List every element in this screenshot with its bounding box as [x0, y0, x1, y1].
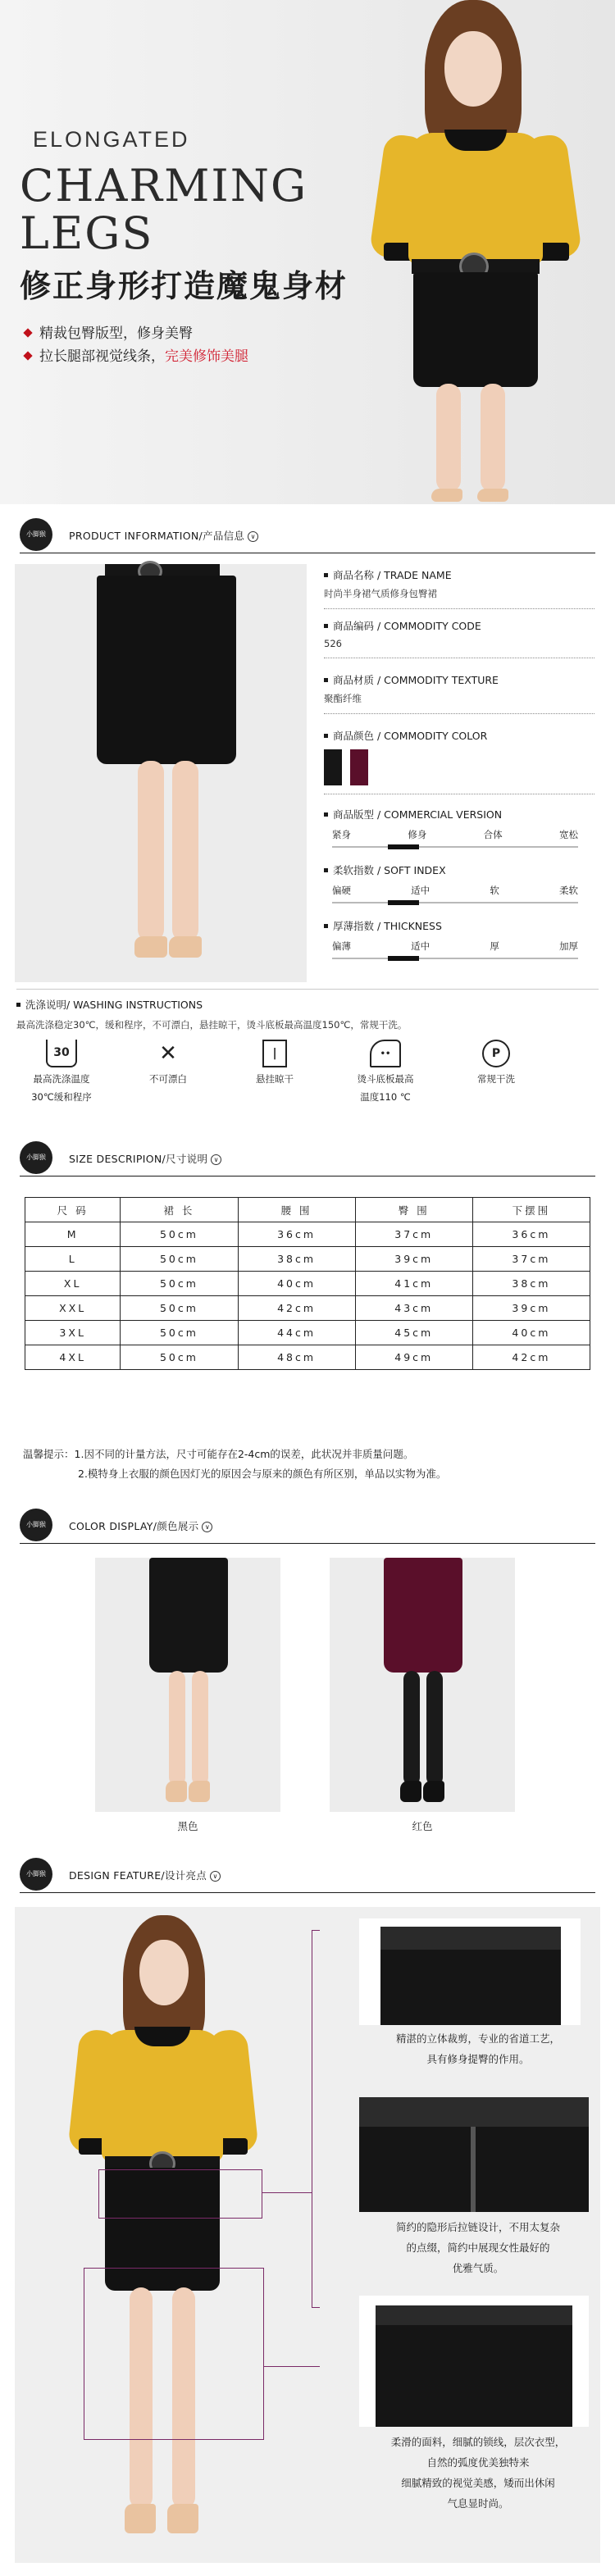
hero-bullet-1 [25, 321, 193, 342]
divider [20, 1892, 595, 1893]
wash-temperature [16, 1040, 107, 1104]
commodity-texture-value: 聚酯纤维 [324, 693, 362, 704]
brand-badge-icon: 小脚猴 [20, 1858, 52, 1891]
detail-image-zipper [359, 2097, 589, 2212]
table-cell: 39cm [355, 1247, 472, 1272]
table-cell: 50cm [121, 1247, 238, 1272]
skirt-model-image [15, 564, 307, 982]
brand-badge-icon: 小脚猴 [20, 1509, 52, 1541]
wash-label: 温度110 ℃ [360, 1091, 411, 1103]
column-header: 裙 长 [121, 1198, 238, 1222]
color-swatch-red[interactable] [350, 749, 368, 785]
scale-indicator [388, 844, 419, 849]
scale-option-selected: 修身 [408, 829, 427, 840]
trade-name-value: 时尚半身裙气质修身包臀裙 [324, 588, 437, 599]
section-header-size [0, 1141, 615, 1174]
wash-label: 烫斗底板最高 [357, 1073, 414, 1085]
caption-line: 柔滑的面料，细腻的锁线，层次衣型， [390, 2436, 566, 2448]
brand-badge-icon: 小脚猴 [20, 518, 52, 551]
hero-model-image [361, 0, 607, 504]
commodity-code-value: 526 [324, 638, 342, 649]
detail-caption-3 [359, 2432, 597, 2514]
washing-icon-row [16, 1040, 541, 1104]
section-title-text: DESIGN FEATURE/设计亮点 [69, 1869, 207, 1882]
table-row [25, 1222, 590, 1247]
commodity-code-label: 商品编码 / COMMODITY CODE [324, 618, 594, 633]
table-cell: 38cm [238, 1247, 355, 1272]
dry-clean [451, 1040, 541, 1104]
table-cell: 44cm [238, 1321, 355, 1345]
callout-connector [312, 2307, 320, 2308]
washtub-icon [46, 1040, 77, 1067]
hero-chinese-title: 修正身形打造魔鬼身材 [20, 268, 348, 304]
scale-option: 合体 [483, 829, 503, 840]
scale-bar [332, 846, 578, 848]
caption-line: 精湛的立体裁剪，专业的省道工艺， [395, 2032, 560, 2045]
section-header-design [0, 1858, 615, 1891]
dotted-divider [324, 608, 594, 609]
scale-option-selected: 适中 [411, 885, 430, 896]
wash-label: 最高洗涤温度 [33, 1073, 90, 1085]
section-title-text: COLOR DISPLAY/颜色展示 [69, 1520, 199, 1532]
soft-scale [332, 884, 578, 903]
table-cell: 50cm [121, 1345, 238, 1370]
hero-bullet-1-text: 精裁包臀版型，修身美臀 [39, 325, 193, 342]
hang-dry-icon [262, 1040, 287, 1067]
table-cell: 36cm [472, 1222, 590, 1247]
info-commodity-code [324, 618, 594, 658]
divider [16, 989, 599, 990]
section-title [69, 1518, 212, 1533]
color-photo-red[interactable] [330, 1558, 515, 1812]
caption-line: 简约的隐形后拉链设计，不用太复杂 [395, 2221, 560, 2233]
hero-bullet-2 [25, 344, 248, 365]
table-cell: 42cm [472, 1345, 590, 1370]
skirt-image-red [330, 1558, 515, 1812]
design-feature-panel [15, 1907, 600, 2563]
thickness-scale [332, 940, 578, 959]
caption-line: 气息显时尚。 [447, 2497, 509, 2510]
scale-option: 偏硬 [332, 885, 351, 896]
diamond-bullet-icon [23, 351, 32, 360]
chevron-down-icon: ∨ [211, 1154, 221, 1165]
hang-dry [230, 1040, 320, 1104]
column-header: 腰 围 [238, 1198, 355, 1222]
square-bullet-icon [16, 1003, 20, 1007]
commodity-texture-label: 商品材质 / COMMODITY TEXTURE [324, 672, 594, 687]
column-header: 尺 码 [25, 1198, 121, 1222]
brand-badge-icon: 小脚猴 [20, 1141, 52, 1174]
dry-clean-icon [482, 1040, 510, 1067]
caption-line: 细腻精致的视觉美感，矮而出休闲 [401, 2477, 555, 2489]
wash-label: 不可漂白 [149, 1073, 187, 1085]
hero-eyebrow: ELONGATED [33, 127, 190, 152]
table-cell: 43cm [355, 1296, 472, 1321]
table-cell: 49cm [355, 1345, 472, 1370]
washing-title [16, 997, 203, 1012]
washtub-icon-label: 30 [53, 1046, 70, 1059]
table-cell: 40cm [238, 1272, 355, 1296]
table-row [25, 1247, 590, 1272]
hero-title-line2: LEGS [20, 207, 154, 259]
washing-title-text: 洗涤说明/ WASHING INSTRUCTIONS [25, 999, 203, 1011]
wash-label: 30℃缓和程序 [31, 1091, 92, 1103]
section-title-text: PRODUCT INFORMATION/产品信息 [69, 530, 245, 542]
section-header-product-info [0, 518, 615, 551]
table-cell: 40cm [472, 1321, 590, 1345]
table-row [25, 1345, 590, 1370]
section-header-color [0, 1509, 615, 1541]
dotted-divider [324, 713, 594, 714]
dry-clean-icon-label: P [491, 1047, 501, 1060]
table-cell: M [25, 1222, 121, 1247]
table-cell: 41cm [355, 1272, 472, 1296]
table-cell: 36cm [238, 1222, 355, 1247]
scale-option: 加厚 [558, 940, 578, 952]
info-commodity-texture [324, 672, 594, 714]
table-cell: 50cm [121, 1296, 238, 1321]
hang-dry-icon-label: | [272, 1047, 277, 1060]
trade-name-label: 商品名称 / TRADE NAME [324, 567, 594, 582]
section-title [69, 1151, 221, 1166]
callout-connector [312, 1930, 320, 1931]
table-row [25, 1321, 590, 1345]
info-trade-name [324, 567, 594, 609]
table-cell: 50cm [121, 1222, 238, 1247]
note-label: 温馨提示： [23, 1448, 75, 1460]
soft-index-label: 柔软指数 / SOFT INDEX [324, 862, 594, 877]
chevron-down-icon: ∨ [210, 1871, 221, 1882]
caption-line: 具有修身提臀的作用。 [426, 2053, 530, 2065]
color-label-black: 黑色 [177, 1820, 198, 1832]
section-title [69, 528, 258, 543]
iron-icon-label: •• [380, 1049, 391, 1058]
caption-line: 的点缀，简约中展现女性最好的 [406, 2241, 550, 2254]
table-cell: 37cm [472, 1247, 590, 1272]
color-label-red: 红色 [412, 1820, 433, 1832]
scale-option: 柔软 [558, 885, 578, 896]
callout-box-waist [98, 2169, 262, 2219]
scale-option: 宽松 [558, 829, 578, 840]
info-commercial-version [324, 807, 594, 821]
chevron-down-icon: ∨ [248, 531, 258, 542]
diamond-bullet-icon [23, 328, 32, 337]
info-commodity-color [324, 728, 594, 794]
no-bleach-icon-label: ✕ [159, 1041, 177, 1066]
scale-option-selected: 适中 [411, 940, 430, 952]
note-line-2: 2.模特身上衣服的颜色因灯光的原因会与原来的颜色有所区别，单品以实物为准。 [78, 1468, 447, 1480]
commercial-version-label: 商品版型 / COMMERCIAL VERSION [324, 807, 594, 821]
wash-label: 常规干洗 [477, 1073, 515, 1085]
scale-option: 偏薄 [332, 940, 351, 952]
washing-description: 最高洗涤稳定30℃，缓和程序，不可漂白，悬挂晾干，烫斗底板最高温度150℃，常规干洗。 [16, 1019, 408, 1031]
hero-bullet-2-highlight: 完美修饰美腿 [165, 348, 248, 365]
iron-icon [370, 1040, 401, 1067]
wash-label: 悬挂晾干 [256, 1073, 294, 1085]
scale-option: 紧身 [332, 829, 351, 840]
color-swatch-black[interactable] [324, 749, 342, 785]
divider [20, 1543, 595, 1544]
table-cell: 3XL [25, 1321, 121, 1345]
color-swatch-list [324, 749, 594, 785]
skirt-image-black [95, 1558, 280, 1812]
table-cell: XXL [25, 1296, 121, 1321]
no-bleach [123, 1040, 213, 1104]
thickness-label: 厚薄指数 / THICKNESS [324, 918, 594, 933]
table-cell: 38cm [472, 1272, 590, 1296]
scale-indicator [388, 900, 419, 905]
detail-image-fabric [359, 2296, 589, 2427]
caption-line: 自然的弧度优美独特来 [426, 2456, 530, 2469]
scale-bar [332, 902, 578, 903]
table-cell: 45cm [355, 1321, 472, 1345]
scale-option: 厚 [490, 940, 499, 952]
callout-connector [264, 2366, 320, 2367]
scale-option: 软 [490, 885, 499, 896]
commodity-color-label: 商品颜色 / COMMODITY COLOR [324, 728, 594, 743]
size-note [23, 1445, 446, 1484]
callout-box-skirt [84, 2268, 264, 2440]
scale-indicator [388, 956, 419, 961]
section-title [69, 1868, 221, 1882]
column-header: 臀 围 [355, 1198, 472, 1222]
hero-title-line1: CHARMING [20, 160, 308, 212]
table-header-row [25, 1198, 590, 1222]
iron-temperature [336, 1040, 435, 1104]
size-table [25, 1197, 590, 1370]
table-cell: 50cm [121, 1272, 238, 1296]
color-photo-black[interactable] [95, 1558, 280, 1812]
chevron-down-icon: ∨ [202, 1522, 212, 1532]
info-thickness [324, 918, 594, 933]
table-cell: 42cm [238, 1296, 355, 1321]
table-cell: 4XL [25, 1345, 121, 1370]
table-cell: 50cm [121, 1321, 238, 1345]
table-cell: L [25, 1247, 121, 1272]
version-scale [332, 828, 578, 848]
callout-connector [262, 2192, 312, 2193]
hero-bullet-2-text: 拉长腿部视觉线条， [39, 348, 165, 365]
section-title-text: SIZE DESCRIPION/尺寸说明 [69, 1153, 208, 1165]
note-line-1: 1.因不同的计量方法，尺寸可能存在2-4cm的误差，此状况并非质量问题。 [74, 1448, 414, 1460]
table-row [25, 1272, 590, 1296]
design-model-image [56, 1915, 269, 2555]
hero-banner [0, 0, 615, 504]
table-cell: 48cm [238, 1345, 355, 1370]
no-bleach-icon [153, 1040, 184, 1067]
info-soft-index [324, 862, 594, 877]
caption-line: 优雅气质。 [452, 2262, 504, 2274]
table-row [25, 1296, 590, 1321]
product-photo [15, 564, 307, 982]
table-cell: 39cm [472, 1296, 590, 1321]
table-cell: 37cm [355, 1222, 472, 1247]
detail-caption-1 [359, 2028, 597, 2069]
column-header: 下摆围 [472, 1198, 590, 1222]
table-cell: XL [25, 1272, 121, 1296]
detail-caption-2 [359, 2217, 597, 2278]
detail-image-waistband [359, 1918, 581, 2025]
scale-bar [332, 958, 578, 959]
